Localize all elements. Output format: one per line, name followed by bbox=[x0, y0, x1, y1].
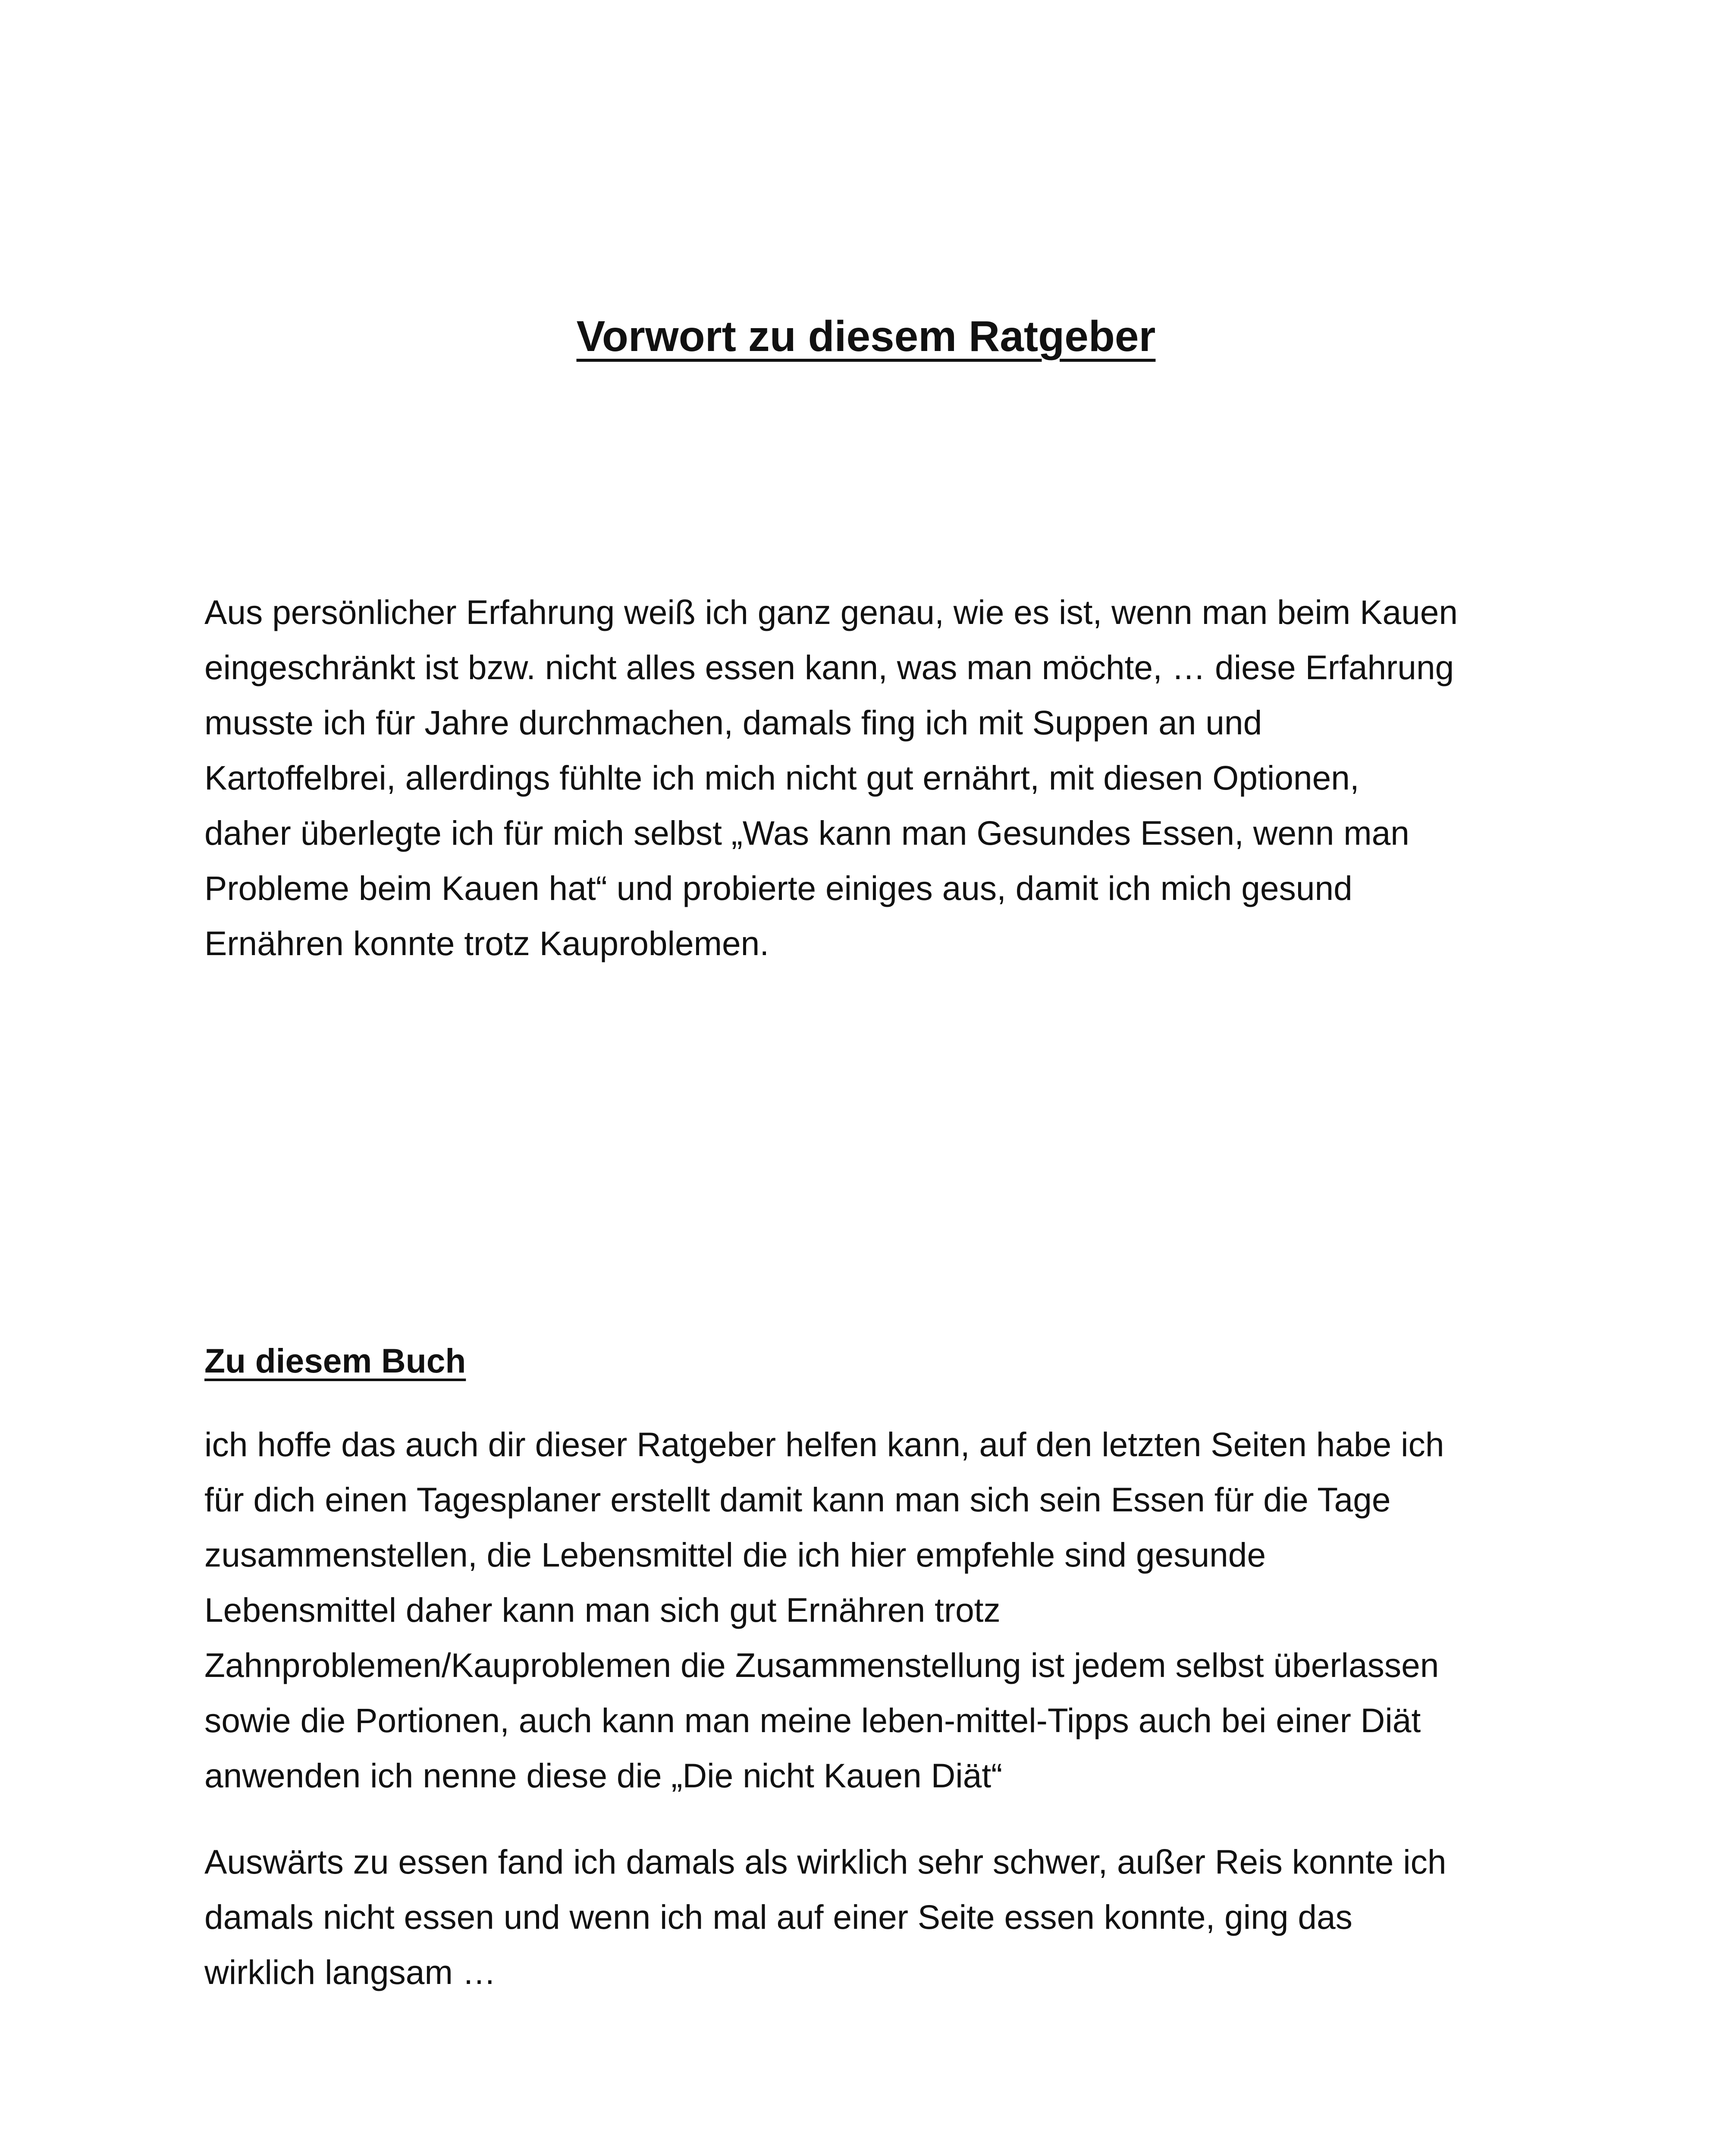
paragraph-line: zusammenstellen, die Lebensmittel die ich hier empfehle sind gesunde bbox=[204, 1536, 1266, 1574]
paragraph-line: musste ich für Jahre durchmachen, damals fing ich mit Suppen an und bbox=[204, 704, 1262, 742]
paragraph-line: Lebensmittel daher kann man sich gut Ernähren trotz bbox=[204, 1591, 1001, 1629]
paragraph-line: Kartoffelbrei, allerdings fühlte ich mich nicht gut ernährt, mit diesen Optionen, bbox=[204, 759, 1359, 797]
paragraph-line: daher überlegte ich für mich selbst „Was kann man Gesundes Essen, wenn man bbox=[204, 814, 1409, 852]
book-paragraph bbox=[204, 1417, 1550, 1803]
closing-paragraph bbox=[204, 1834, 1550, 2000]
paragraph-line: wirklich langsam … bbox=[204, 1953, 496, 1991]
paragraph-line: Probleme beim Kauen hat“ und probierte einiges aus, damit ich mich gesund bbox=[204, 869, 1352, 907]
paragraph-line: Auswärts zu essen fand ich damals als wirklich sehr schwer, außer Reis konnte ich bbox=[204, 1843, 1446, 1881]
paragraph-line: Ernähren konnte trotz Kauproblemen. bbox=[204, 924, 769, 962]
paragraph-line: damals nicht essen und wenn ich mal auf einer Seite essen konnte, ging das bbox=[204, 1898, 1352, 1936]
paragraph-line: Zahnproblemen/Kauproblemen die Zusammenstellung ist jedem selbst überlassen bbox=[204, 1646, 1439, 1684]
paragraph-line: Aus persönlicher Erfahrung weiß ich ganz genau, wie es ist, wenn man beim Kauen bbox=[204, 593, 1458, 631]
page-title: Vorwort zu diesem Ratgeber bbox=[576, 312, 1156, 360]
paragraph-line: für dich einen Tagesplaner erstellt damit kann man sich sein Essen für die Tage bbox=[204, 1481, 1391, 1519]
paragraph-line: anwenden ich nenne diese die „Die nicht Kauen Diät“ bbox=[204, 1757, 1003, 1795]
intro-paragraph bbox=[204, 585, 1550, 971]
paragraph-line: ich hoffe das auch dir dieser Ratgeber helfen kann, auf den letzten Seiten habe ich bbox=[204, 1426, 1444, 1463]
paragraph-line: eingeschränkt ist bzw. nicht alles essen kann, was man möchte, … diese Erfahrung bbox=[204, 649, 1454, 686]
section-heading: Zu diesem Buch bbox=[204, 1342, 466, 1380]
paragraph-line: sowie die Portionen, auch kann man meine leben-mittel-Tipps auch bei einer Diät bbox=[204, 1702, 1421, 1739]
